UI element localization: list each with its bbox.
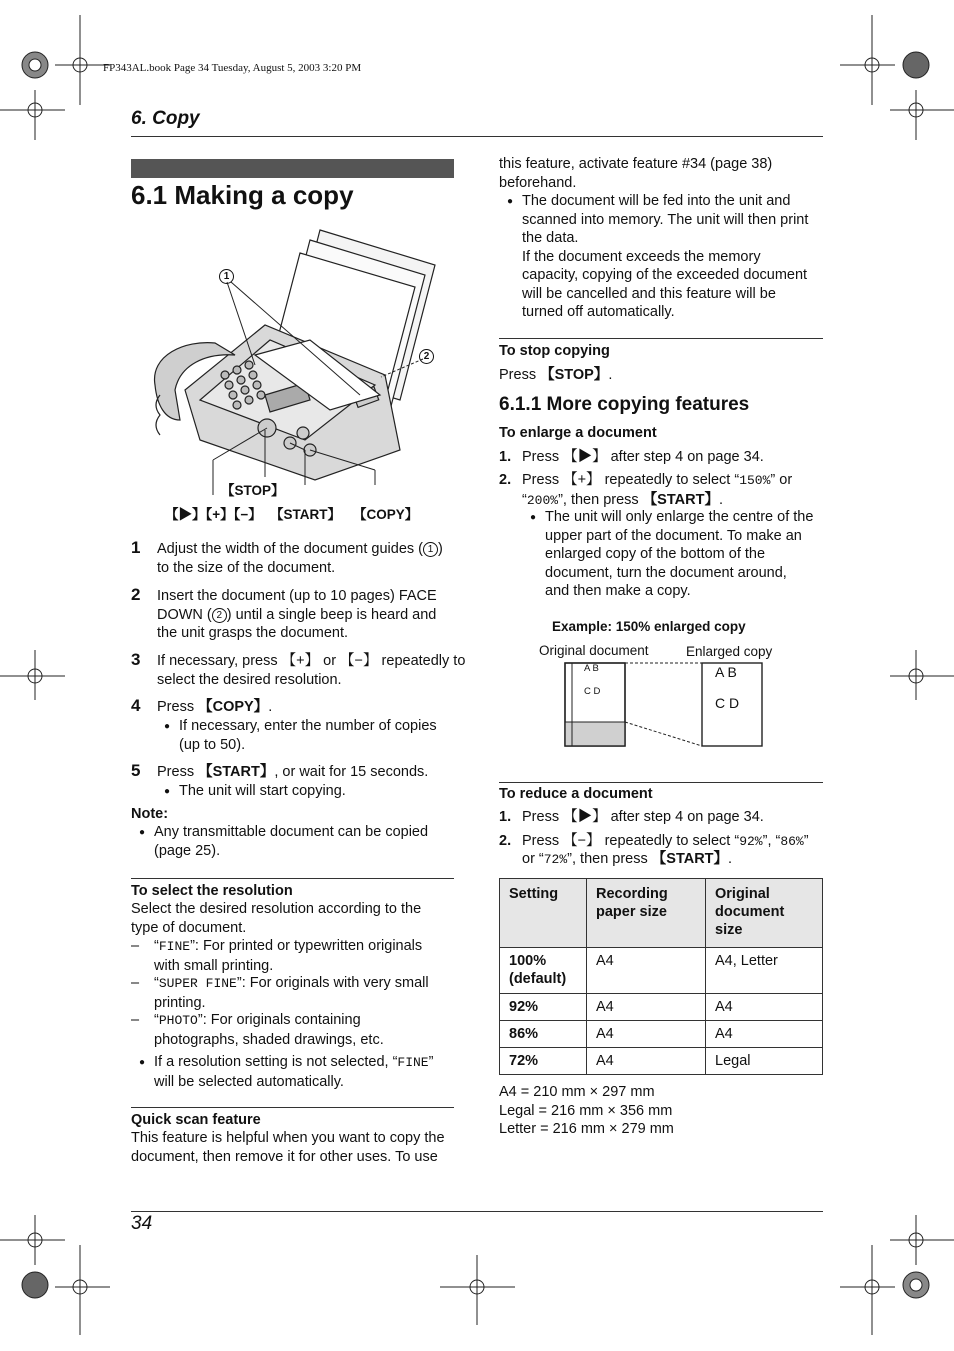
enlarge-step-1: Press 【▶】 after step 4 on page 34.	[522, 449, 764, 465]
callout-1: 1	[219, 268, 234, 284]
table-row	[500, 994, 823, 1021]
step-2-text: Insert the document (up to 10 pages) FACE DOWN ( 2 ) until a single beep is heard and the unit grasps the document.	[157, 588, 437, 641]
reduce-step-2: Press 【−】 repeatedly to select “92%”, “86%”	[522, 833, 809, 849]
table-cell: 100% (default)	[500, 948, 587, 994]
step-3-text: If necessary, press 【+】 or 【−】 repeatedly to select the desired resolution.	[157, 653, 466, 688]
table-cell: A4	[587, 1048, 706, 1075]
table-header: Recording paper size	[587, 879, 706, 948]
big-cd: C D	[715, 695, 740, 711]
reduce-step-2-number: 2.	[499, 833, 512, 849]
table-row	[500, 1021, 823, 1048]
note-bullet: ● Any transmittable document can be copied (page 25).	[154, 823, 428, 860]
stop-copying-rule	[499, 338, 823, 339]
quick-scan-text-right: this feature, activate feature #34 (page 38) beforehand.	[499, 156, 773, 191]
table-cell: 72%	[500, 1048, 587, 1075]
label-stop: 【STOP】	[221, 483, 285, 498]
big-ab: A B	[715, 664, 737, 680]
enlarge-step-2: Press 【+】 repeatedly to select “150%” or “200%”, then press 【START】.	[522, 472, 793, 508]
table-cell: A4	[706, 994, 823, 1021]
resolution-super-fine: “SUPER FINE”: For originals with very small printing.	[154, 975, 429, 1011]
label-navigation-keys: 【▶】【+】【−】	[165, 507, 262, 522]
table-row	[500, 1048, 823, 1075]
resolution-rule	[131, 878, 454, 879]
enlarge-bullet: ● The unit will only enlarge the centre of the upper part of the document. To make an enlarged copy of the bottom of the document, turn the document around, and then make a copy.	[545, 508, 813, 601]
step-4-text: Press 【COPY】.	[157, 699, 273, 715]
quick-scan-text-left: This feature is helpful when you want to copy the document, then remove it for other uses. To use	[131, 1130, 445, 1165]
label-copy: 【COPY】	[353, 507, 419, 522]
step-4-number: 4	[131, 696, 141, 715]
step-5-bullet: ● The unit will start copying.	[179, 782, 346, 801]
reduce-step-1-number: 1.	[499, 809, 512, 825]
example-original-label: Original document	[539, 643, 649, 658]
title-bar	[131, 159, 454, 178]
section-header: 6. Copy	[131, 108, 200, 129]
resolution-intro: Select the desired resolution according to the type of document.	[131, 901, 422, 936]
paper-sizes: A4 = 210 mm × 297 mm Legal = 216 mm × 356 mm Letter = 216 mm × 279 mm	[499, 1084, 674, 1137]
reduce-heading: To reduce a document	[499, 786, 653, 802]
step-4-bullet: ● If necessary, enter the number of copies (up to 50).	[179, 717, 437, 754]
file-info: FP343AL.book Page 34 Tuesday, August 5, 2003 3:20 PM	[103, 62, 362, 74]
resolution-heading: To select the resolution	[131, 883, 293, 899]
step-1-text: Adjust the width of the document guides ( 1 ) to the size of the document.	[157, 541, 443, 576]
table-cell: A4	[706, 1021, 823, 1048]
small-ab: A B	[584, 663, 599, 674]
step-3-number: 3	[131, 650, 141, 669]
reduction-table	[499, 878, 823, 1075]
more-features-heading: 6.1.1 More copying features	[499, 394, 750, 415]
quick-scan-heading: Quick scan feature	[131, 1112, 261, 1128]
resolution-photo: “PHOTO”: For originals containing photographs, shaded drawings, etc.	[154, 1012, 384, 1048]
reduce-step-1: Press 【▶】 after step 4 on page 34.	[522, 809, 764, 825]
fax-machine-illustration	[145, 225, 445, 495]
table-header: Original document size	[706, 879, 823, 948]
page-number: 34	[131, 1213, 153, 1234]
table-cell: 92%	[500, 994, 587, 1021]
callout-2: 2	[419, 348, 434, 364]
stop-copying-text: Press 【STOP】.	[499, 367, 613, 383]
step-5-number: 5	[131, 761, 141, 780]
table-header: Setting	[500, 879, 587, 948]
small-cd: C D	[584, 686, 601, 697]
table-row	[500, 948, 823, 994]
quick-scan-rule	[131, 1107, 454, 1108]
example-enlarged-label: Enlarged copy	[686, 644, 773, 659]
stop-copying-heading: To stop copying	[499, 343, 610, 359]
reduce-rule	[499, 782, 823, 783]
table-cell: A4	[587, 1021, 706, 1048]
table-cell: A4, Letter	[706, 948, 823, 994]
label-start: 【START】	[270, 507, 341, 522]
table-cell: Legal	[706, 1048, 823, 1075]
reduce-step-2-cont: or “72%”, then press 【START】.	[522, 851, 733, 867]
example-title: Example: 150% enlarged copy	[552, 619, 746, 634]
dash-photo: –	[131, 1012, 140, 1028]
enlarge-heading: To enlarge a document	[499, 425, 657, 441]
enlarge-step-2-number: 2.	[499, 472, 512, 488]
footer-rule	[131, 1211, 823, 1212]
resolution-fine: “FINE”: For printed or typewritten originals with small printing.	[154, 938, 423, 974]
table-cell: A4	[587, 994, 706, 1021]
table-header-row	[500, 879, 823, 948]
step-1-number: 1	[131, 538, 141, 557]
step-5-text: Press 【START】, or wait for 15 seconds.	[157, 764, 429, 780]
resolution-default-bullet: ● If a resolution setting is not selected, “FINE” will be selected automatically.	[154, 1053, 433, 1091]
dash-super-fine: –	[131, 975, 140, 991]
dash-fine: –	[131, 938, 140, 954]
quick-scan-bullet: ● The document will be fed into the unit and scanned into memory. The unit will then print the data. If the document exceeds the memory capacity, copying of the exceeded document will be cancelled and this feature will be turned off automatically.	[522, 192, 808, 322]
page-title: 6.1 Making a copy	[131, 180, 354, 210]
header-rule	[131, 136, 823, 137]
table-cell: A4	[587, 948, 706, 994]
step-2-number: 2	[131, 585, 141, 604]
table-cell: 86%	[500, 1021, 587, 1048]
enlarge-step-1-number: 1.	[499, 449, 512, 465]
note-label: Note:	[131, 806, 169, 822]
